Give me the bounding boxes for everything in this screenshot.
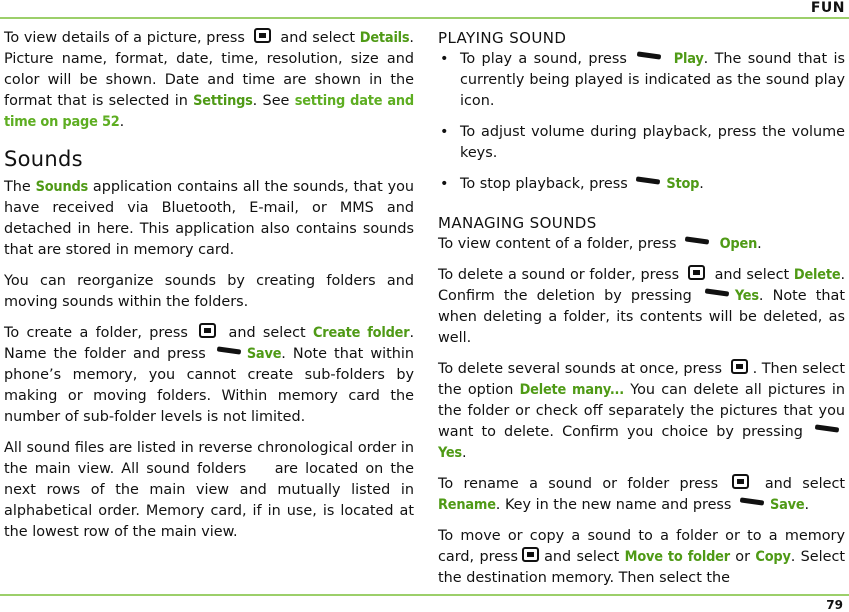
menu-key-icon bbox=[731, 359, 748, 374]
term-create-folder: Create folder bbox=[313, 325, 410, 341]
term-yes: Yes bbox=[438, 445, 462, 461]
menu-key-icon bbox=[688, 265, 705, 280]
term-save: Save bbox=[770, 497, 805, 513]
paragraph-sounds-intro: The Sounds application contains all the sounds, that you have received via Bluetooth, E-mail, or MMS and detached in here. This application also contains sounds that are stored in memory card. bbox=[4, 179, 415, 258]
page-number: 79 bbox=[826, 598, 843, 612]
term-rename: Rename bbox=[438, 497, 496, 513]
paragraph-delete-many: To delete several sounds at once, press . Then select the option Delete many... You can delete all pictures in the folder or check off separately the pictures that you want to delete. Confirm you choice by pressing Yes. bbox=[438, 361, 846, 461]
bullet-icon: • bbox=[440, 124, 449, 140]
footer-rule bbox=[0, 594, 849, 596]
heading-playing-sound: PLAYING SOUND bbox=[438, 29, 567, 47]
paragraph-open-folder: To view content of a folder, press Open. bbox=[438, 236, 762, 252]
term-delete: Delete bbox=[793, 267, 841, 283]
menu-key-icon bbox=[199, 323, 216, 338]
term-move-to-folder: Move to folder bbox=[624, 549, 730, 565]
softkey-icon bbox=[217, 346, 241, 354]
softkey-icon bbox=[637, 51, 661, 59]
term-yes: Yes bbox=[734, 288, 759, 304]
menu-key-icon bbox=[732, 474, 749, 489]
menu-key-icon bbox=[522, 547, 539, 562]
right-column bbox=[438, 28, 845, 599]
bullet-icon: • bbox=[440, 51, 449, 67]
menu-key-icon bbox=[254, 28, 271, 43]
paragraph-reorganize: You can reorganize sounds by creating folders and moving sounds within the folders. bbox=[4, 273, 414, 310]
softkey-icon bbox=[636, 176, 660, 184]
list-item: • To play a sound, press Play. The sound that is currently being played is indicated as the sound play icon. bbox=[440, 51, 846, 109]
list-item: • To stop playback, press Stop. bbox=[438, 174, 845, 195]
softkey-icon bbox=[685, 236, 709, 244]
left-column bbox=[4, 28, 414, 553]
term-open: Open bbox=[719, 236, 758, 252]
paragraph-rename: To rename a sound or folder press and select Rename. Key in the new name and press Save. bbox=[438, 476, 846, 513]
paragraph-create-folder: To create a folder, press and select Create folder. Name the folder and press Save. Note that within phone’s memory, you cannot create sub-folders by making or moving folders. Within memory card the number of sub-folder levels is not limited. bbox=[4, 325, 415, 425]
list-item: • To adjust volume during playback, press the volume keys. bbox=[440, 124, 845, 161]
section-title-sounds: Sounds bbox=[4, 147, 83, 171]
term-save: Save bbox=[246, 346, 282, 362]
paragraph-move-copy: To move or copy a sound to a folder or to a memory card, press and select Move to folder or Copy. Select the destination memory. Then select the bbox=[438, 528, 846, 586]
playing-list bbox=[438, 49, 845, 195]
softkey-icon bbox=[815, 424, 839, 432]
term-sounds: Sounds bbox=[35, 179, 89, 195]
paragraph-delete: To delete a sound or folder, press and select Delete. Confirm the deletion by pressing Yes. Note that when deleting a folder, its contents will be deleted, as well. bbox=[438, 267, 846, 346]
section-tag: FUN bbox=[810, 0, 845, 16]
softkey-icon bbox=[740, 497, 764, 505]
header-rule bbox=[0, 17, 849, 19]
term-settings: Settings bbox=[193, 93, 253, 109]
paragraph-sort-order: All sound files are listed in reverse chronological order in the main view. All sound folders are located on the next rows of the main view and mutually listed in alphabetical order. Memory card, if in use, is located at the lowest row of the main view. bbox=[4, 440, 414, 540]
softkey-icon bbox=[705, 288, 729, 296]
paragraph-picture-details: To view details of a picture, press and select Details. Picture name, format, date, time, resolution, size and color will be shown. Date and time are shown in the format that is selected in Settings. See setting date and time on page 52. bbox=[4, 30, 414, 130]
link-setting-date-time[interactable]: setting date and time on page 52 bbox=[4, 93, 414, 130]
term-details: Details bbox=[359, 30, 410, 46]
term-play: Play bbox=[673, 51, 704, 67]
term-delete-many: Delete many... bbox=[519, 382, 624, 398]
heading-managing-sounds: MANAGING SOUNDS bbox=[438, 214, 597, 232]
term-stop: Stop bbox=[666, 176, 700, 192]
bullet-icon: • bbox=[440, 176, 449, 192]
term-copy: Copy bbox=[755, 549, 791, 565]
